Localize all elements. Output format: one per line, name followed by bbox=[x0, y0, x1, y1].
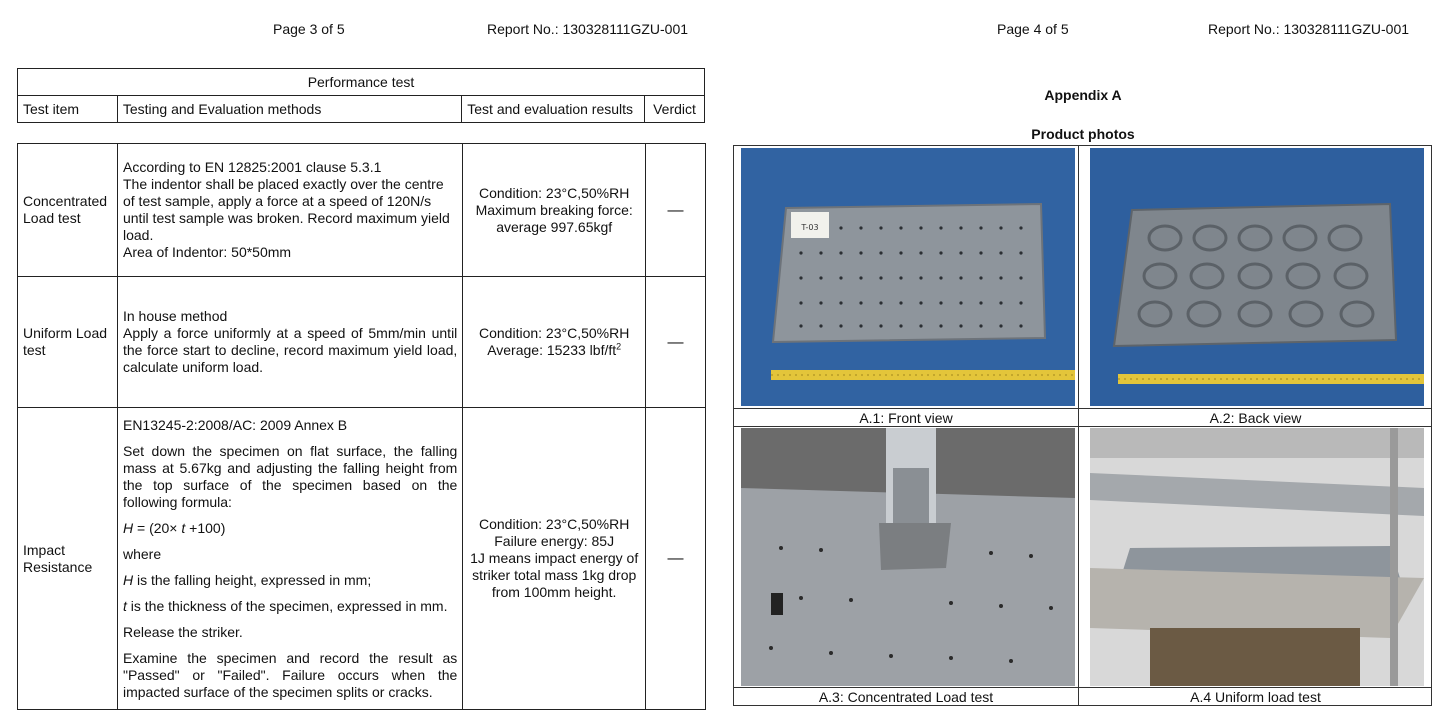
table-row bbox=[18, 144, 706, 277]
result-text: Average: 15233 lbf/ft bbox=[487, 342, 617, 358]
formula-var: H bbox=[122, 519, 134, 536]
verdict-cell: — bbox=[646, 277, 706, 408]
right-report-number: Report No.: 130328111GZU-001 bbox=[1208, 21, 1410, 37]
method-text: is the thickness of the specimen, expressed in mm. bbox=[126, 597, 448, 614]
result-line: Condition: 23°C,50%RH bbox=[479, 184, 630, 201]
method-line: Examine the specimen and record the result as "Passed" or "Failed". Failure occurs when the impacted surface of the specimen splits or cracks. bbox=[122, 649, 458, 700]
result-line: 1J means impact energy of striker total mass 1kg drop from 100mm height. bbox=[470, 550, 639, 600]
method-line: Apply a force uniformly at a speed of 5mm/min until the force start to decline, record maximum yield load, calculate uniform load. bbox=[122, 325, 458, 375]
method-text: is the falling height, expressed in mm; bbox=[133, 571, 372, 588]
test-item-cell bbox=[18, 277, 118, 408]
superscript: 2 bbox=[616, 341, 622, 352]
result-cell bbox=[463, 277, 646, 408]
sample-tag-text: T-03 bbox=[801, 223, 819, 232]
formula-text: +100) bbox=[185, 519, 226, 536]
test-item-cell bbox=[18, 144, 118, 277]
formula-var: t bbox=[122, 597, 127, 614]
method-line: EN13245-2:2008/AC: 2009 Annex B bbox=[122, 416, 348, 433]
result-line: Maximum breaking force: bbox=[475, 201, 633, 218]
photo-front-view bbox=[741, 148, 1075, 406]
right-page-number: Page 4 of 5 bbox=[997, 21, 1069, 37]
result-cell bbox=[463, 144, 646, 277]
result-line: average 997.65kgf bbox=[496, 218, 613, 235]
caption-concentrated-load-test: A.3: Concentrated Load test bbox=[734, 687, 1078, 705]
performance-body-table bbox=[17, 143, 706, 710]
method-cell bbox=[117, 277, 462, 408]
formula-var: H bbox=[122, 571, 134, 588]
test-item-text: Concentrated Load test bbox=[23, 193, 108, 226]
test-item-cell bbox=[18, 408, 118, 710]
method-line: Release the striker. bbox=[122, 623, 243, 640]
caption-back-view: A.2: Back view bbox=[1079, 408, 1432, 426]
method-cell bbox=[117, 408, 462, 710]
table-row bbox=[18, 277, 706, 408]
left-page-number: Page 3 of 5 bbox=[273, 21, 345, 37]
caption-uniform-load-test: A.4 Uniform load test bbox=[1079, 687, 1432, 705]
method-line bbox=[123, 572, 457, 589]
photo-back-view bbox=[1090, 148, 1424, 406]
photo-concentrated-load-test bbox=[741, 428, 1075, 686]
col-methods: Testing and Evaluation methods bbox=[117, 96, 461, 123]
caption-front-view: A.1: Front view bbox=[734, 408, 1078, 426]
col-verdict: Verdict bbox=[645, 96, 705, 123]
result-cell bbox=[463, 408, 646, 710]
verdict-cell: — bbox=[646, 408, 706, 710]
formula-line bbox=[123, 520, 457, 537]
method-line: The indentor shall be placed exactly over the centre of test sample, apply a force at a speed of 120N/s until test sample was broken. Record maximum yield load. bbox=[122, 176, 450, 243]
method-line: where bbox=[122, 545, 162, 562]
method-line bbox=[123, 598, 457, 615]
left-report-number: Report No.: 130328111GZU-001 bbox=[487, 21, 689, 37]
result-line bbox=[468, 342, 640, 359]
table-row bbox=[18, 408, 706, 710]
verdict-cell: — bbox=[646, 144, 706, 277]
method-line: In house method bbox=[122, 308, 228, 324]
grid-divider bbox=[734, 426, 1431, 427]
formula-var: t bbox=[181, 519, 186, 536]
table-title: Performance test bbox=[18, 69, 705, 96]
appendix-title: Appendix A bbox=[1044, 87, 1122, 103]
method-line: Area of Indentor: 50*50mm bbox=[122, 244, 292, 260]
method-line: Set down the specimen on flat surface, the falling mass at 5.67kg and adjusting the falling height from the top surface of the specimen based on the following formula: bbox=[122, 442, 458, 510]
col-test-item: Test item bbox=[18, 96, 118, 123]
method-line: According to EN 12825:2001 clause 5.3.1 bbox=[122, 159, 382, 175]
test-item-text: Uniform Load test bbox=[23, 325, 108, 358]
photo-grid bbox=[733, 145, 1432, 706]
test-item-text: Impact Resistance bbox=[23, 541, 93, 575]
col-results: Test and evaluation results bbox=[462, 96, 645, 123]
section-title: Product photos bbox=[1031, 126, 1135, 142]
photo-uniform-load-test bbox=[1090, 428, 1424, 686]
method-cell bbox=[117, 144, 462, 277]
result-line: Condition: 23°C,50%RH bbox=[479, 516, 630, 532]
performance-header-table bbox=[17, 68, 705, 123]
result-line: Failure energy: 85J bbox=[494, 533, 615, 549]
result-line: Condition: 23°C,50%RH bbox=[479, 325, 630, 341]
formula-text: = (20× bbox=[133, 519, 182, 536]
